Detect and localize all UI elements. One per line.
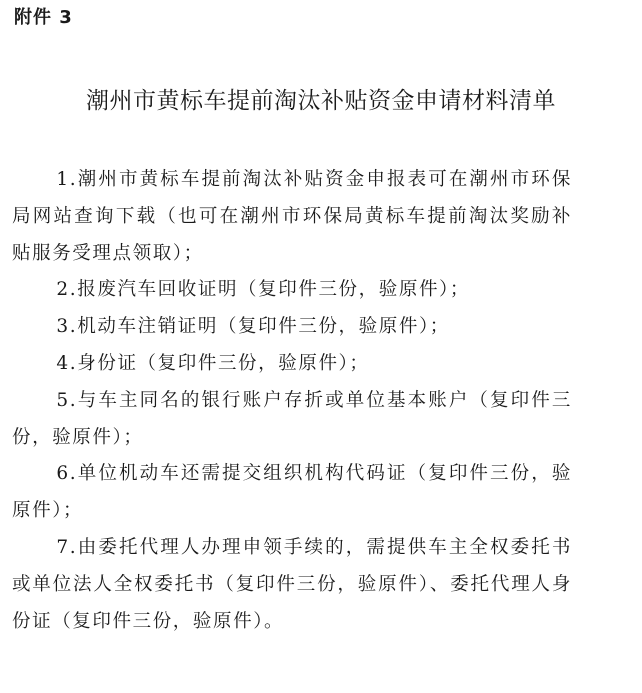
requirement-item: 5.与车主同名的银行账户存折或单位基本账户（复印件三份，验原件）； <box>12 389 572 448</box>
requirement-item: 1.潮州市黄标车提前淘汰补贴资金申报表可在潮州市环保局网站查询下载（也可在潮州市环保局黄标车提前淘汰奖励补贴服务受理点领取）； <box>12 169 572 264</box>
requirement-item: 4.身份证（复印件三份，验原件）； <box>56 352 370 374</box>
requirement-item: 2.报废汽车回收证明（复印件三份，验原件）； <box>56 279 470 301</box>
attachment-label: 附件 3 <box>14 7 73 28</box>
requirement-item: 3.机动车注销证明（复印件三份，验原件）； <box>56 316 450 338</box>
document-title: 潮州市黄标车提前淘汰补贴资金申请材料清单 <box>86 88 556 114</box>
requirements-list <box>12 162 572 640</box>
requirement-item: 6.单位机动车还需提交组织机构代码证（复印件三份，验原件）； <box>12 463 572 522</box>
requirement-item: 7.由委托代理人办理申领手续的，需提供车主全权委托书或单位法人全权委托书（复印件三份，验原件）、委托代理人身份证（复印件三份，验原件）。 <box>12 536 572 632</box>
